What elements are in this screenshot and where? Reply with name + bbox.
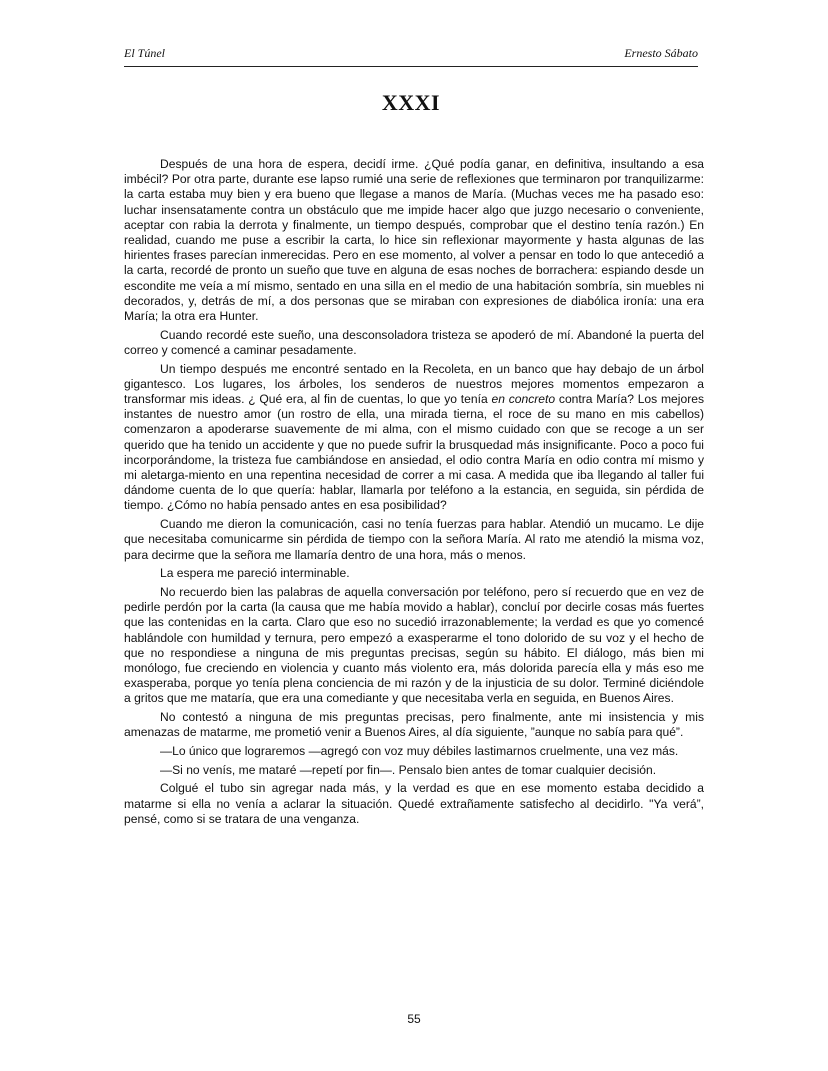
paragraph: Cuando recordé este sueño, una desconsoladora tristeza se apoderó de mí. Abandoné la puerta del correo y comencé a caminar pesadamente. xyxy=(124,327,704,357)
book-title: El Túnel xyxy=(124,46,165,60)
paragraph: No contestó a ninguna de mis preguntas precisas, pero finalmente, ante mi insistencia y mis amenazas de matarme, me prometió venir a Buenos Aires, al día siguiente, ”aunque no sabía para qué”. xyxy=(124,710,704,740)
paragraph: La espera me pareció interminable. xyxy=(160,566,350,581)
emphasized-text: en concreto xyxy=(491,392,556,407)
paragraph: Después de una hora de espera, decidí irme. ¿Qué podía ganar, en definitiva, insultando a esa imbécil? Por otra parte, durante ese lapso rumié una serie de reflexiones que terminaron por tranquilizarme: la carta estaba muy bien y era bueno que llegase a manos de María. (Muchas veces me ha pasado eso: luchar insensatamente contra un obstáculo que me impide hacer algo que juzgo necesario o conveniente, aceptar con rabia la derrota y finalmente, un tiempo después, comprobar que el destino tenía razón.) En realidad, cuando me puse a escribir la carta, lo hice sin reflexionar mayormente y hasta algunas de las hirientes frases parecían inmerecidas. Pero en ese momento, al volver a pensar en todo lo que antecedió a la carta, recordé de pronto un sueño que tuve en alguna de esas noches de borrachera: espiando desde un escondite me veía a mí mismo, sentado en una silla en el medio de una habitación sombría, sin muebles ni decorados, y, detrás de mí, a dos personas que se miraban con expresiones de diabólica ironía: una era María; la otra era Hunter. xyxy=(124,157,704,324)
author-name: Ernesto Sábato xyxy=(624,46,698,60)
paragraph-text: Un tiempo después me encontré sentado en la Recoleta, en un banco que hay debajo de un árbol gigantesco. Los lugares, los árboles, los senderos de nuestros mejores momentos empezaron a transformar mis ideas. ¿ Qué era, al fin de cuentas, lo que yo tenía xyxy=(124,361,704,407)
running-header xyxy=(124,44,698,67)
paragraph xyxy=(124,362,704,514)
paragraph-text: contra María? Los mejores instantes de nuestro amor (un rostro de ella, una mirada tierna, el roce de su mano en mis cabellos) comenzaron a apoderarse suavemente de mi alma, con el mismo cuidado con que se recoge a un ser querido que ha tenido un accidente y que no puede sufrir la brusquedad más insignificante. Poco a poco fui incorporándome, la tristeza fue cambiándose en ansiedad, el odio contra María en odio contra mí mismo y mi aletarga-miento en una repentina necesidad de correr a mi casa. A medida que iba llegando al taller fui dándome cuenta de lo que quería: hablar, llamarla por teléfono a la estancia, en seguida, sin pérdida de tiempo. ¿Cómo no había pensado antes en esa posibilidad? xyxy=(124,392,704,513)
paragraph: No recuerdo bien las palabras de aquella conversación por teléfono, pero sí recuerdo que en vez de pedirle perdón por la carta (la causa que me había movido a hablar), concluí por decirle cosas más fuertes que las contenidas en la carta. Claro que eso no sucedió irrazonablemente; la verdad es que yo comencé hablándole con humildad y ternura, pero empezó a exasperarme el tono dolorido de su voz y el hecho de que no respondiese a ninguna de mis preguntas precisas, según su hábito. El diálogo, más bien mi monólogo, fue creciendo en violencia y cuanto más violento era, más dolorida parecía ella y más eso me exasperaba, porque yo tenía plena conciencia de mi razón y de la injusticia de su dolor. Terminé diciéndole a gritos que me mataría, que era una comediante y que necesitaba verla en seguida, en Buenos Aires. xyxy=(124,584,704,706)
chapter-body xyxy=(124,157,704,831)
dialogue-paragraph: —Lo único que lograremos —agregó con voz muy débiles lastimarnos cruelmente, una vez más. xyxy=(160,744,679,759)
dialogue-paragraph: —Si no venís, me mataré —repetí por fin—. Pensalo bien antes de tomar cualquier decisión. xyxy=(160,762,657,777)
paragraph: Colgué el tubo sin agregar nada más, y la verdad es que en ese momento estaba decidido a matarme si ella no venía a aclarar la situación. Quedé extrañamente satisfecho al decidirlo. "Ya verá”, pensé, como si se tratara de una venganza. xyxy=(124,781,704,826)
chapter-title: XXXI xyxy=(381,90,441,115)
paragraph: Cuando me dieron la comunicación, casi no tenía fuerzas para hablar. Atendió un mucamo. Le dije que necesitaba comunicarme sin pérdida de tiempo con la señora María. Al rato me atendió la misma voz, para decirme que la señora me llamaría dentro de una hora, más o menos. xyxy=(124,517,704,562)
page-number: 55 xyxy=(407,1012,421,1026)
